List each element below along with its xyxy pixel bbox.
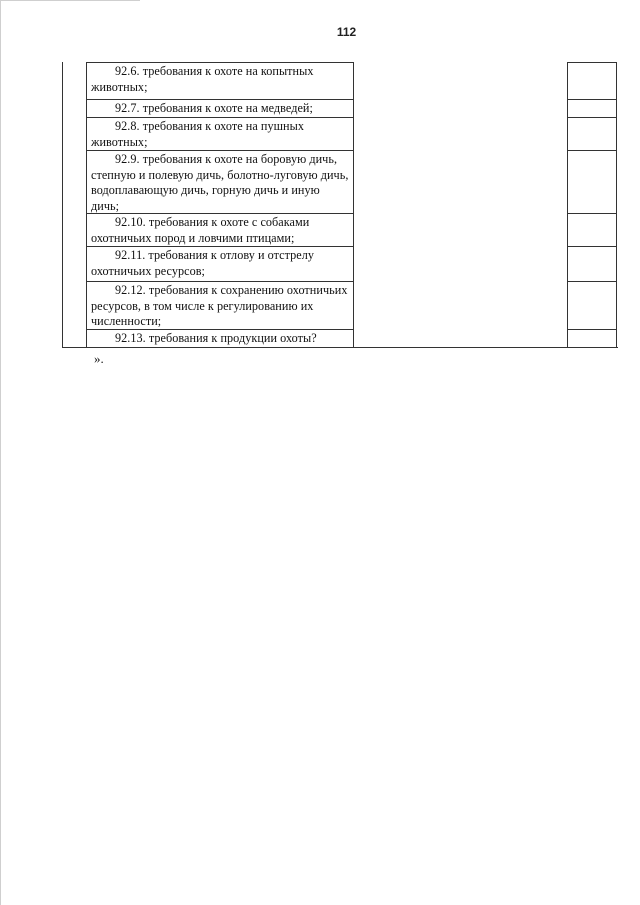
table-row-item-92-8: 92.8. требования к охоте на пушных животных; [86, 117, 354, 151]
answer-cell-92-8[interactable] [567, 117, 617, 151]
table-row-item-92-11: 92.11. требования к отлову и отстрелу охотничьих ресурсов; [86, 246, 354, 282]
answer-cell-92-12[interactable] [567, 281, 617, 330]
answer-cell-92-9[interactable] [567, 150, 617, 214]
table-row-item-92-10: 92.10. требования к охоте с собаками охотничьих пород и ловчими птицами; [86, 213, 354, 247]
answer-cell-92-11[interactable] [567, 246, 617, 282]
page-number: 112 [336, 25, 357, 39]
table-left-border [62, 62, 63, 348]
answer-cell-92-7[interactable] [567, 99, 617, 118]
answer-cell-92-10[interactable] [567, 213, 617, 247]
table-row-item-92-9: 92.9. требования к охоте на боровую дичь, степную и полевую дичь, болотно-луговую дичь, водоплавающую дичь, горную дичь и иную дичь; [86, 150, 354, 214]
table-bottom-border [62, 347, 618, 348]
table-row-item-92-6: 92.6. требования к охоте на копытных животных; [86, 62, 354, 100]
table-row-item-92-13: 92.13. требования к продукции охоты? [86, 329, 354, 348]
table-row-item-92-12: 92.12. требования к сохранению охотничьих ресурсов, в том числе к регулированию их численности; [86, 281, 354, 330]
answer-cell-92-13[interactable] [567, 329, 617, 348]
closing-quote: ». [94, 351, 104, 366]
answer-cell-92-6[interactable] [567, 62, 617, 100]
scan-edge-top [0, 0, 140, 1]
checklist-table [62, 62, 618, 348]
table-row-item-92-7: 92.7. требования к охоте на медведей; [86, 99, 354, 118]
scan-edge-left [0, 0, 1, 905]
